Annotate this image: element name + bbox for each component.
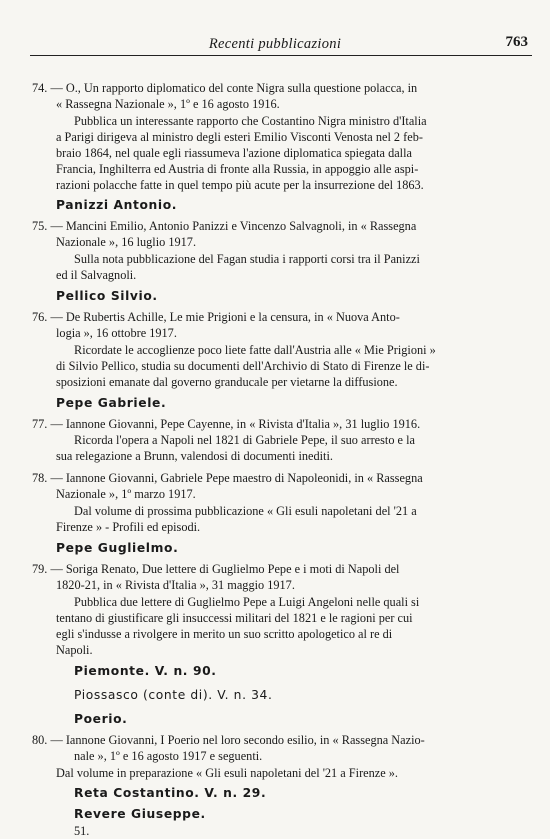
entry-76-line-3: Ricordate le accoglienze poco liete fatte dall'Austria alle « Mie Prigioni » [74,343,436,357]
entry-75-line-3: Sulla nota pubblicazione del Fagan studia i rapporti corsi tra il Panizzi [74,252,420,266]
entry-79-line-1: 79. — Soriga Renato, Due lettere di Guglielmo Pepe e i moti di Napoli del [32,562,400,576]
index-heading-piossasco: Piossasco (conte di). V. n. 34. [74,688,273,702]
entry-74-line-3: Pubblica un interessante rapporto che Costantino Nigra ministro d'Italia [74,114,427,128]
entry-74-line-1: 74. — O., Un rapporto diplomatico del conte Nigra sulla questione polacca, in [32,81,418,95]
entry-80-line-2: nale », 1º e 16 agosto 1917 e seguenti. [74,749,263,763]
index-heading-revere: Revere Giuseppe. [74,807,206,821]
entry-79-line-4: tentano di giustificare gli insuccessi militari del 1821 e le ragioni per cui [56,611,413,625]
index-heading-reta: Reta Costantino. V. n. 29. [74,786,267,800]
entry-78-line-3: Dal volume di prossima pubblicazione « Gli esuli napoletani del '21 a [74,504,417,518]
entry-79-line-3: Pubblica due lettere di Guglielmo Pepe a Luigi Angeloni nelle quali si [74,595,420,609]
page-tail-fragment: 51. [74,824,90,838]
entry-76-line-5: sposizioni emanate dal governo granducale per vietarne la diffusione. [56,375,398,389]
index-heading-pellico: Pellico Silvio. [56,289,158,303]
entry-76-line-1: 76. — De Rubertis Achille, Le mie Prigioni e la censura, in « Nuova Anto- [32,310,400,324]
entry-74-line-6: Francia, Inghilterra ed Austria di fronte alla Russia, in appoggio alle aspi- [56,162,419,176]
entry-74-line-2: « Rassegna Nazionale », 1º e 16 agosto 1916. [56,97,280,111]
entry-79-line-2: 1820-21, in « Rivista d'Italia », 31 maggio 1917. [56,578,295,592]
entry-78-line-2: Nazionale », 1º marzo 1917. [56,487,196,501]
entry-74-line-5: braio 1864, nel quale egli riassumeva l'azione diplomatica spiegata dalla [56,146,412,160]
entry-78-line-1: 78. — Iannone Giovanni, Gabriele Pepe maestro di Napoleonidi, in « Rassegna [32,471,423,485]
entry-79-line-6: Napoli. [56,643,93,657]
entry-77-line-3: sua relegazione a Brunn, valendosi di documenti inediti. [56,449,333,463]
index-heading-piemonte: Piemonte. V. n. 90. [74,664,217,678]
entry-76-line-4: di Silvio Pellico, studia su documenti dell'Archivio di Stato di Firenze le di- [56,359,430,373]
header-rule [30,55,532,56]
entry-77-line-1: 77. — Iannone Giovanni, Pepe Cayenne, in « Rivista d'Italia », 31 luglio 1916. [32,417,421,431]
entry-74-line-7: razioni polacche fatte in quel tempo più acute per la insurrezione del 1863. [56,178,424,192]
entry-78-line-4: Firenze » - Profili ed episodi. [56,520,201,534]
page-number: 763 [505,34,528,50]
index-heading-poerio: Poerio. [74,712,128,726]
entry-75-line-1: 75. — Mancini Emilio, Antonio Panizzi e Vincenzo Salvagnoli, in « Rassegna [32,219,417,233]
entry-80-line-1: 80. — Iannone Giovanni, I Poerio nel loro secondo esilio, in « Rassegna Nazio- [32,733,425,747]
entry-76-line-2: logia », 16 ottobre 1917. [56,326,177,340]
running-header-title: Recenti pubblicazioni [208,36,342,52]
entry-75-line-4: ed il Salvagnoli. [56,268,137,282]
entry-80-line-3: Dal volume in preparazione « Gli esuli napoletani del '21 a Firenze ». [56,766,398,780]
index-heading-pepe-gabriele: Pepe Gabriele. [56,396,167,410]
index-heading-panizzi: Panizzi Antonio. [56,198,178,212]
entry-75-line-2: Nazionale », 16 luglio 1917. [56,235,197,249]
entry-79-line-5: egli s'indusse a rivolgere in merito un suo scritto apologetico al re di [56,627,393,641]
entry-77-line-2: Ricorda l'opera a Napoli nel 1821 di Gabriele Pepe, il suo arresto e la [74,433,415,447]
index-heading-pepe-guglielmo: Pepe Guglielmo. [56,541,179,555]
entry-74-line-4: a Parigi dirigeva al ministro degli esteri Emilio Visconti Venosta nel 2 feb- [56,130,423,144]
